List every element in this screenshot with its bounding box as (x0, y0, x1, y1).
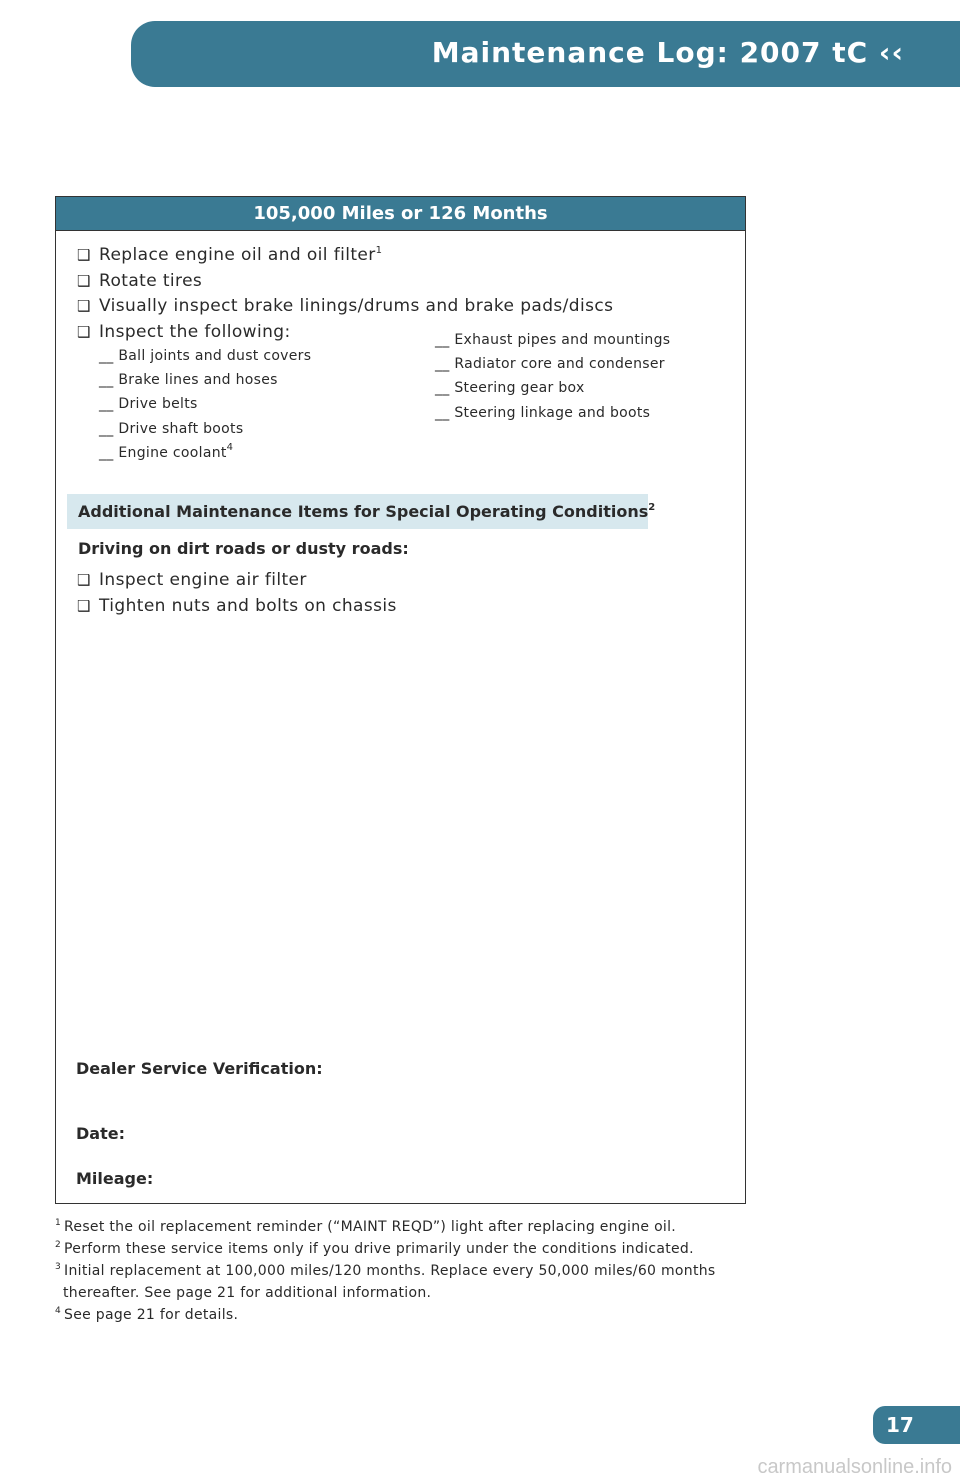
checklist-item[interactable]: ❑ Rotate tires (77, 269, 613, 295)
footnote: $^4$ See page 21 for details. (55, 1306, 239, 1323)
mileage-label: Mileage: (76, 1169, 154, 1188)
additional-items-title: Additional Maintenance Items for Special Operating Conditions$^2$ (78, 502, 656, 521)
interval-heading: 105,000 Miles or 126 Months (56, 197, 745, 231)
page-title: Maintenance Log: 2007 tC ‹‹ (431, 36, 904, 69)
checklist-item[interactable]: ❑ Tighten nuts and bolts on chassis (77, 594, 397, 620)
additional-items-band (67, 494, 656, 529)
date-label: Date: (76, 1124, 125, 1143)
footnote: $^2$ Perform these service items only if you drive primarily under the conditions indicated. (55, 1240, 694, 1257)
blank-line: __ (99, 420, 114, 437)
dealer-verification-label: Dealer Service Verification: (76, 1059, 323, 1078)
checklist-item[interactable]: ❑ Inspect the following: (77, 320, 613, 346)
footnote: $^1$ Reset the oil replacement reminder (“MAINT REQD”) light after replacing engine oil. (55, 1218, 677, 1235)
checkbox-icon[interactable]: ❑ (77, 297, 91, 315)
checkbox-icon[interactable]: ❑ (77, 246, 91, 264)
maintenance-box (55, 196, 746, 1204)
inspect-item: __ Exhaust pipes and mountings (435, 332, 671, 348)
header-banner (131, 21, 960, 87)
inspect-item: __ Engine coolant$^4$ (99, 441, 234, 461)
blank-line: __ (99, 372, 114, 389)
blank-line: __ (435, 380, 450, 397)
inspect-item: __ Brake lines and hoses (99, 372, 278, 389)
footnotes (55, 1216, 755, 1326)
blank-line: __ (99, 348, 114, 364)
watermark: carmanualsonline.info (757, 1456, 952, 1478)
inspect-item: __ Steering gear box (435, 380, 585, 397)
checklist-item[interactable]: ❑ Inspect engine air filter (77, 568, 397, 594)
checklist-item[interactable]: ❑ Visually inspect brake linings/drums and brake pads/discs (77, 294, 613, 320)
checkbox-icon[interactable]: ❑ (77, 596, 91, 615)
blank-line: __ (99, 444, 114, 461)
blank-line: __ (99, 396, 114, 413)
inspect-item: __ Drive shaft boots (99, 420, 244, 437)
inspect-item: __ Drive belts (99, 396, 198, 413)
footnote: $^3$ Initial replacement at 100,000 miles/120 months. Replace every 50,000 miles/60 months (55, 1262, 716, 1279)
blank-line: __ (435, 356, 450, 373)
checkbox-icon[interactable]: ❑ (77, 571, 91, 589)
blank-line: __ (435, 404, 450, 421)
special-conditions-checklist (77, 568, 397, 619)
checklist-item[interactable]: ❑ Replace engine oil and oil filter$^1$ (77, 243, 613, 269)
blank-line: __ (435, 332, 450, 348)
checkbox-icon[interactable]: ❑ (77, 322, 91, 341)
checkbox-icon[interactable]: ❑ (77, 271, 91, 290)
inspect-item: __ Steering linkage and boots (435, 404, 651, 421)
inspect-list-left (99, 344, 311, 465)
condition-heading: Driving on dirt roads or dusty roads: (78, 539, 409, 558)
inspect-item: __ Radiator core and condenser (435, 356, 665, 373)
footnote-continuation: thereafter. See page 21 for additional information. (63, 1285, 432, 1301)
inspect-item: __ Ball joints and dust covers (99, 348, 312, 364)
inspect-list-right (435, 328, 670, 425)
page-number: 17 (873, 1406, 960, 1444)
